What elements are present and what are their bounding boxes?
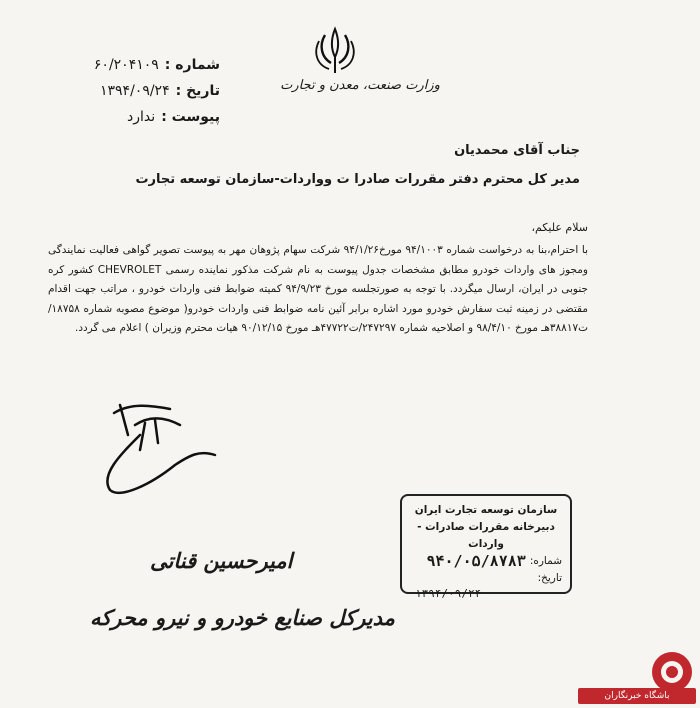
stamp-number-value: ۹۴۰/۰۵/۸۷۸۳ <box>426 552 526 570</box>
body-paragraph: با احترام،بنا به درخواست شماره ۹۴/۱۰۰۳ مورخ۹۴/۱/۲۶ شرکت سهام پژوهان مهر به پیوست تصویر گواهی فعالیت نمایندگی ومجوز های واردات خودرو مطابق مشخصات جدول پیوست به نام شرکت مذکور نماینده رسمی CHEVROLET کشور کره جنوبی در ایران، ارسال میگردد. با توجه به صورتجلسه مورخ ۹۴/۹/۲۳ کمیته ضوابط فنی واردات خودرو ، مراتب جهت اقدام مقتضی در زمینه ثبت سفارش خودرو مورد اشاره برابر آئین نامه ضوابط فنی واردات خودرو( موضوع مصوبه شماره ۱۸۷۵۸/ت۳۸۸۱۷هـ مورخ ۹۸/۴/۱۰ و اصلاحیه شماره ۲۴۷۲۹۷/ت۴۷۷۲۲هـ مورخ ۹۰/۱۲/۱۵ هیات محترم وزیران ) اعلام می گردد. <box>48 244 588 334</box>
watermark-label: باشگاه خبرنگاران <box>578 688 696 704</box>
letter-date-value: ۱۳۹۴/۰۹/۲۴ <box>100 83 170 99</box>
letter-date-row <box>20 78 220 104</box>
letter-date-label: تاریخ : <box>175 83 220 99</box>
letter-number-row <box>20 52 220 78</box>
stamp-number-row <box>410 553 562 570</box>
iran-emblem-icon <box>305 25 365 80</box>
letter-number-value: ۶۰/۲۰۴۱۰۹ <box>93 57 159 73</box>
stamp-office: دبیرخانه مقررات صادرات - واردات <box>417 521 555 550</box>
stamp-date-value: ۱۳۹۴/۰۹/۲۴ <box>415 587 482 600</box>
signer-name: امیرحسین قناتی <box>150 548 293 573</box>
letter-meta <box>20 52 220 130</box>
attachment-label: پیوست : <box>161 109 220 125</box>
signature-scribble <box>80 395 220 505</box>
signer-title: مدیرکل صنایع خودرو و نیرو محرکه <box>90 605 395 630</box>
stamp-date-row <box>410 570 562 587</box>
greeting: سلام علیکم، <box>531 221 588 234</box>
received-stamp <box>400 494 572 594</box>
attachment-row <box>20 104 220 130</box>
ministry-name: وزارت صنعت، معدن و تجارت <box>280 78 440 93</box>
stamp-date-label: تاریخ: <box>537 572 562 584</box>
addressee-name: جناب آقای محمدیان <box>454 143 580 158</box>
letter-number-label: شماره : <box>164 57 220 73</box>
stamp-org: سازمان توسعه تجارت ایران <box>414 504 558 516</box>
addressee-title: مدیر کل محترم دفتر مقررات صادرا ت وواردات-سازمان توسعه تجارت <box>135 172 580 187</box>
attachment-value: ندارد <box>127 109 156 125</box>
stamp-number-label: شماره: <box>529 555 562 567</box>
letter-body <box>48 241 588 339</box>
